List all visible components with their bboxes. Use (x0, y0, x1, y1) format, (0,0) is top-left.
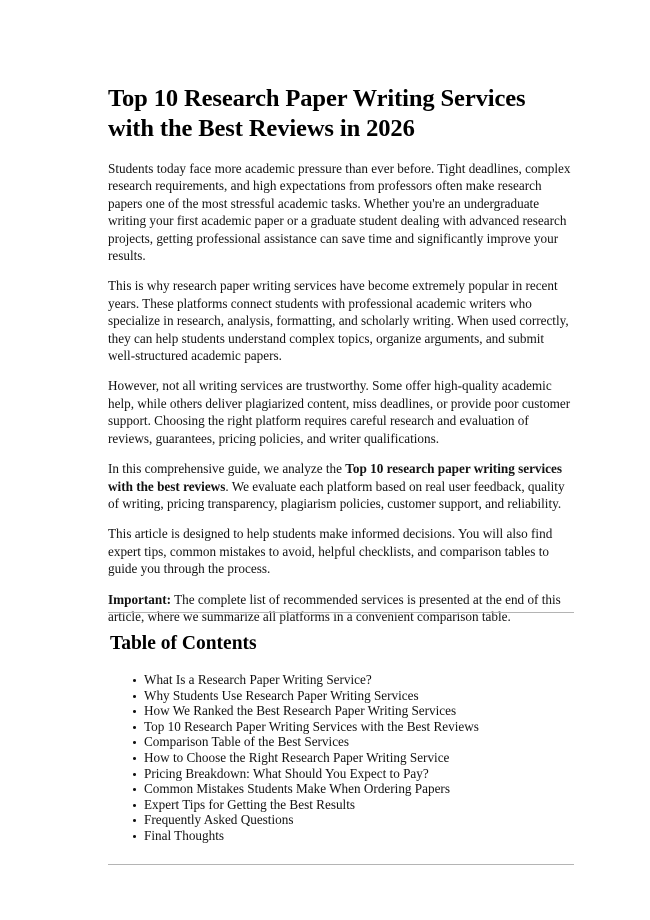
table-of-contents-list (133, 672, 573, 844)
paragraph-4-tail-text: . We evaluate each platform based on real user feedback, quality of writing, pricing transparency, plagiarism policies, customer support, and reliability. (108, 478, 565, 511)
intro-paragraph-2: This is why research paper writing services have become extremely popular in recent years. These platforms connect students with professional academic writers who specialize in research, analysis, formatting, and scholarly writing. When used correctly, they can help students understand complex topics, organize arguments, and submit well-structured academic papers. (108, 278, 569, 364)
intro-paragraph-3: However, not all writing services are trustworthy. Some offer high-quality academic help, while others deliver plagiarized content, miss deadlines, or provide poor customer support. Choosing the right platform requires careful research and evaluation of reviews, guarantees, pricing policies, and writer qualifications. (108, 378, 571, 446)
intro-paragraph-5: This article is designed to help students make informed decisions. You will also find expert tips, common mistakes to avoid, helpful checklists, and comparison tables to guide you through the process. (108, 526, 553, 577)
paragraph-4-lead-text: In this comprehensive guide, we analyze the (108, 461, 346, 477)
list-item[interactable]: Final Thoughts (133, 828, 573, 844)
list-item[interactable]: How to Choose the Right Research Paper Writing Service (133, 750, 573, 766)
section-divider-bottom (108, 864, 574, 865)
important-note-paragraph (108, 591, 574, 626)
intro-paragraph-1: Students today face more academic pressure than ever before. Tight deadlines, complex research requirements, and high expectations from professors often make research papers one of the most stressful academic tasks. Whether you're an undergraduate writing your first academic paper or a graduate student dealing with advanced research projects, getting professional assistance can save time and significantly improve your results. (108, 161, 571, 264)
list-item[interactable]: Pricing Breakdown: What Should You Expect to Pay? (133, 766, 573, 782)
list-item[interactable]: What Is a Research Paper Writing Service? (133, 672, 573, 688)
list-item[interactable]: Expert Tips for Getting the Best Results (133, 797, 573, 813)
list-item[interactable]: Comparison Table of the Best Services (133, 734, 573, 750)
important-note-text: The complete list of recommended services is presented at the end of this article, where we summarize all platforms in a convenient comparison table. (108, 591, 561, 624)
page-title: Top 10 Research Paper Writing Services with the Best Reviews in 2026 (108, 85, 526, 142)
list-item[interactable]: How We Ranked the Best Research Paper Writing Services (133, 703, 573, 719)
intro-paragraph-4 (108, 460, 574, 512)
paragraph-4-emphasis: Top 10 research paper writing services with the best reviews (108, 461, 563, 494)
important-label: Important: (108, 591, 172, 607)
section-divider-top (108, 612, 574, 613)
list-item[interactable]: Why Students Use Research Paper Writing Services (133, 688, 573, 704)
list-item[interactable]: Top 10 Research Paper Writing Services with the Best Reviews (133, 719, 573, 735)
list-item[interactable]: Frequently Asked Questions (133, 812, 573, 828)
article-body (108, 84, 574, 638)
table-of-contents-heading: Table of Contents (110, 633, 257, 654)
list-item[interactable]: Common Mistakes Students Make When Ordering Papers (133, 781, 573, 797)
